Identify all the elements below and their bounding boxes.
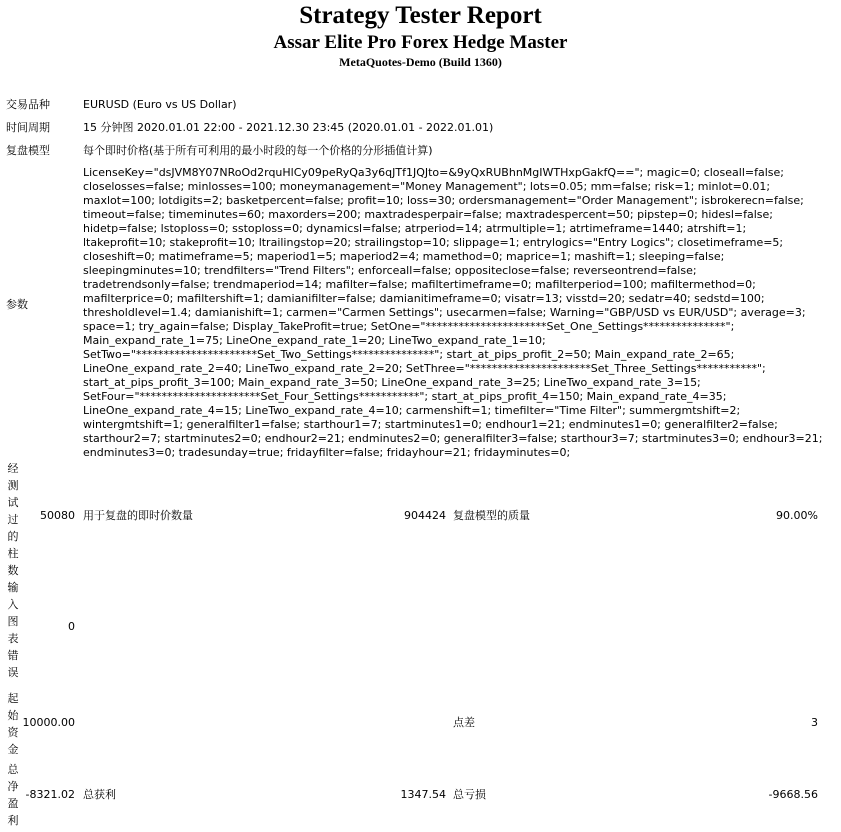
grossloss-label: 总亏损 [453, 788, 486, 801]
grossprofit-value: 1347.54 [400, 788, 446, 801]
deposit-value: 10000.00 [22, 716, 75, 729]
period-value: 15 分钟图 2020.01.01 22:00 - 2021.12.30 23:45 (2020.01.01 - 2022.01.01) [83, 121, 494, 134]
params-value: LicenseKey="dsJVM8Y07NRoOd2rquHlCy09peRyQa3y6qJTf1JQJto=&9yQxRUBhnMgIWTHxpGakfQ=="; magic=0; closeall=false; closelosses=false; minlosses=100; moneymanagement="Money Management"; lots=0.05; mm=false; risk=1; minlot=0.01; maxlot=100; lotdigits=2; basketpercent=false; profit=10; loss=30; ordersmanagement="Order Management"; isbrokerecn=false; timeout=false; timeminutes=60; maxorders=200; maxtradesperpair=false; maxtradespercent=50; pipstep=0; hidesl=false; hidetp=false; lstoploss=0; sstoploss=0; dynamicsl=false; atrperiod=14; atrmultiple=1; atrtimeframe=1440; atrshift=1; ltakeprofit=10; stakeprofit=10; ltrailingstop=20; strailingstop=10; slippage=1; entrylogics="Entry Logics"; closetimeframe=5; closeshift=0; matimeframe=5; maperiod1=5; maperiod2=4; mamethod=0; maprice=1; mashift=1; sleeping=false; sleepingminutes=10; trendfilters="Trend Filters"; enforceall=false; oppositeclose=false; reverseontrend=false; tradetrendsonly=false; trendmaperiod=14; mafilter=false; mafiltertimeframe=0; mafilterperiod=100; mafiltermethod=0; mafilterprice=0; mafiltershift=1; damianifilter=false; damianitimeframe=0; visatr=13; visstd=20; sedatr=40; sedstd=100; thresholdlevel=1.4; damianishift=1; carmen="Carmen Settings"; usecarmen=false; Warning="GBP/USD vs EUR/USD"; average=3; space=1; try_again=false; Display_TakeProfit=true; SetOne="**********************Set_One_Settings***************"; Main_expand_rate_1=75; LineOne_expand_rate_1=20; LineTwo_expand_rate_1=10; SetTwo="**********************Set_Two_Settings***************"; start_at_pips_profit_2=50; Main_expand_rate_2=65; LineOne_expand_rate_2=40; LineTwo_expand_rate_2=20; SetThree="**********************Set_Three_Settings***********"; start_at_pips_profit_3=100; Main_expand_rate_3=50; LineOne_expand_rate_3=25; LineTwo_expand_rate_3=15; SetFour="**********************Set_Four_Settings***********"; start_at_pips_profit_4=150; Main_expand_rate_4=35; LineOne_expand_rate_4=15; LineTwo_expand_rate_4=10; carmenshift=1; timefilter="Time Filter"; summergmtshift=2; wintergmtshift=1; generalfilter1=false; starthour1=7; startminutes1=0; endhour1=21; endminutes1=0; generalfilter2=false; starthour2=7; startminutes2=0; endhour2=21; endminutes2=0; generalfilter3=false; starthour3=7; startminutes3=0; endhour3=21; endminutes3=0; tradesunday=true; fridayfilter=false; fridayhour=21; fridayminutes=0; [83, 166, 823, 459]
grossloss-value: -9668.56 [768, 788, 818, 801]
ticks-label: 用于复盘的即时价数量 [83, 509, 193, 522]
spread-label: 点差 [453, 716, 475, 729]
errors-value: 0 [68, 620, 75, 633]
report-title: Strategy Tester Report [299, 2, 542, 29]
spread-value: 3 [811, 716, 818, 729]
quality-label: 复盘模型的质量 [453, 509, 530, 522]
symbol-label: 交易品种 [6, 98, 50, 111]
model-label: 复盘模型 [6, 144, 50, 157]
netprofit-label: 总净盈利 [7, 763, 19, 827]
errors-label: 输入图表错误 [7, 581, 19, 679]
params-label: 参数 [6, 298, 28, 311]
bars-value: 50080 [40, 509, 75, 522]
netprofit-value: -8321.02 [25, 788, 75, 801]
bars-label: 经测试过的柱数 [7, 462, 19, 577]
grossprofit-label: 总获利 [83, 788, 116, 801]
ticks-value: 904424 [404, 509, 446, 522]
deposit-label: 起始资金 [7, 692, 19, 756]
quality-value: 90.00% [776, 509, 818, 522]
report-build: MetaQuotes-Demo (Build 1360) [339, 55, 502, 69]
report-subtitle: Assar Elite Pro Forex Hedge Master [273, 32, 568, 53]
model-value: 每个即时价格(基于所有可利用的最小时段的每一个价格的分形插值计算) [83, 144, 433, 157]
symbol-value: EURUSD (Euro vs US Dollar) [83, 98, 237, 111]
period-label: 时间周期 [6, 121, 50, 134]
